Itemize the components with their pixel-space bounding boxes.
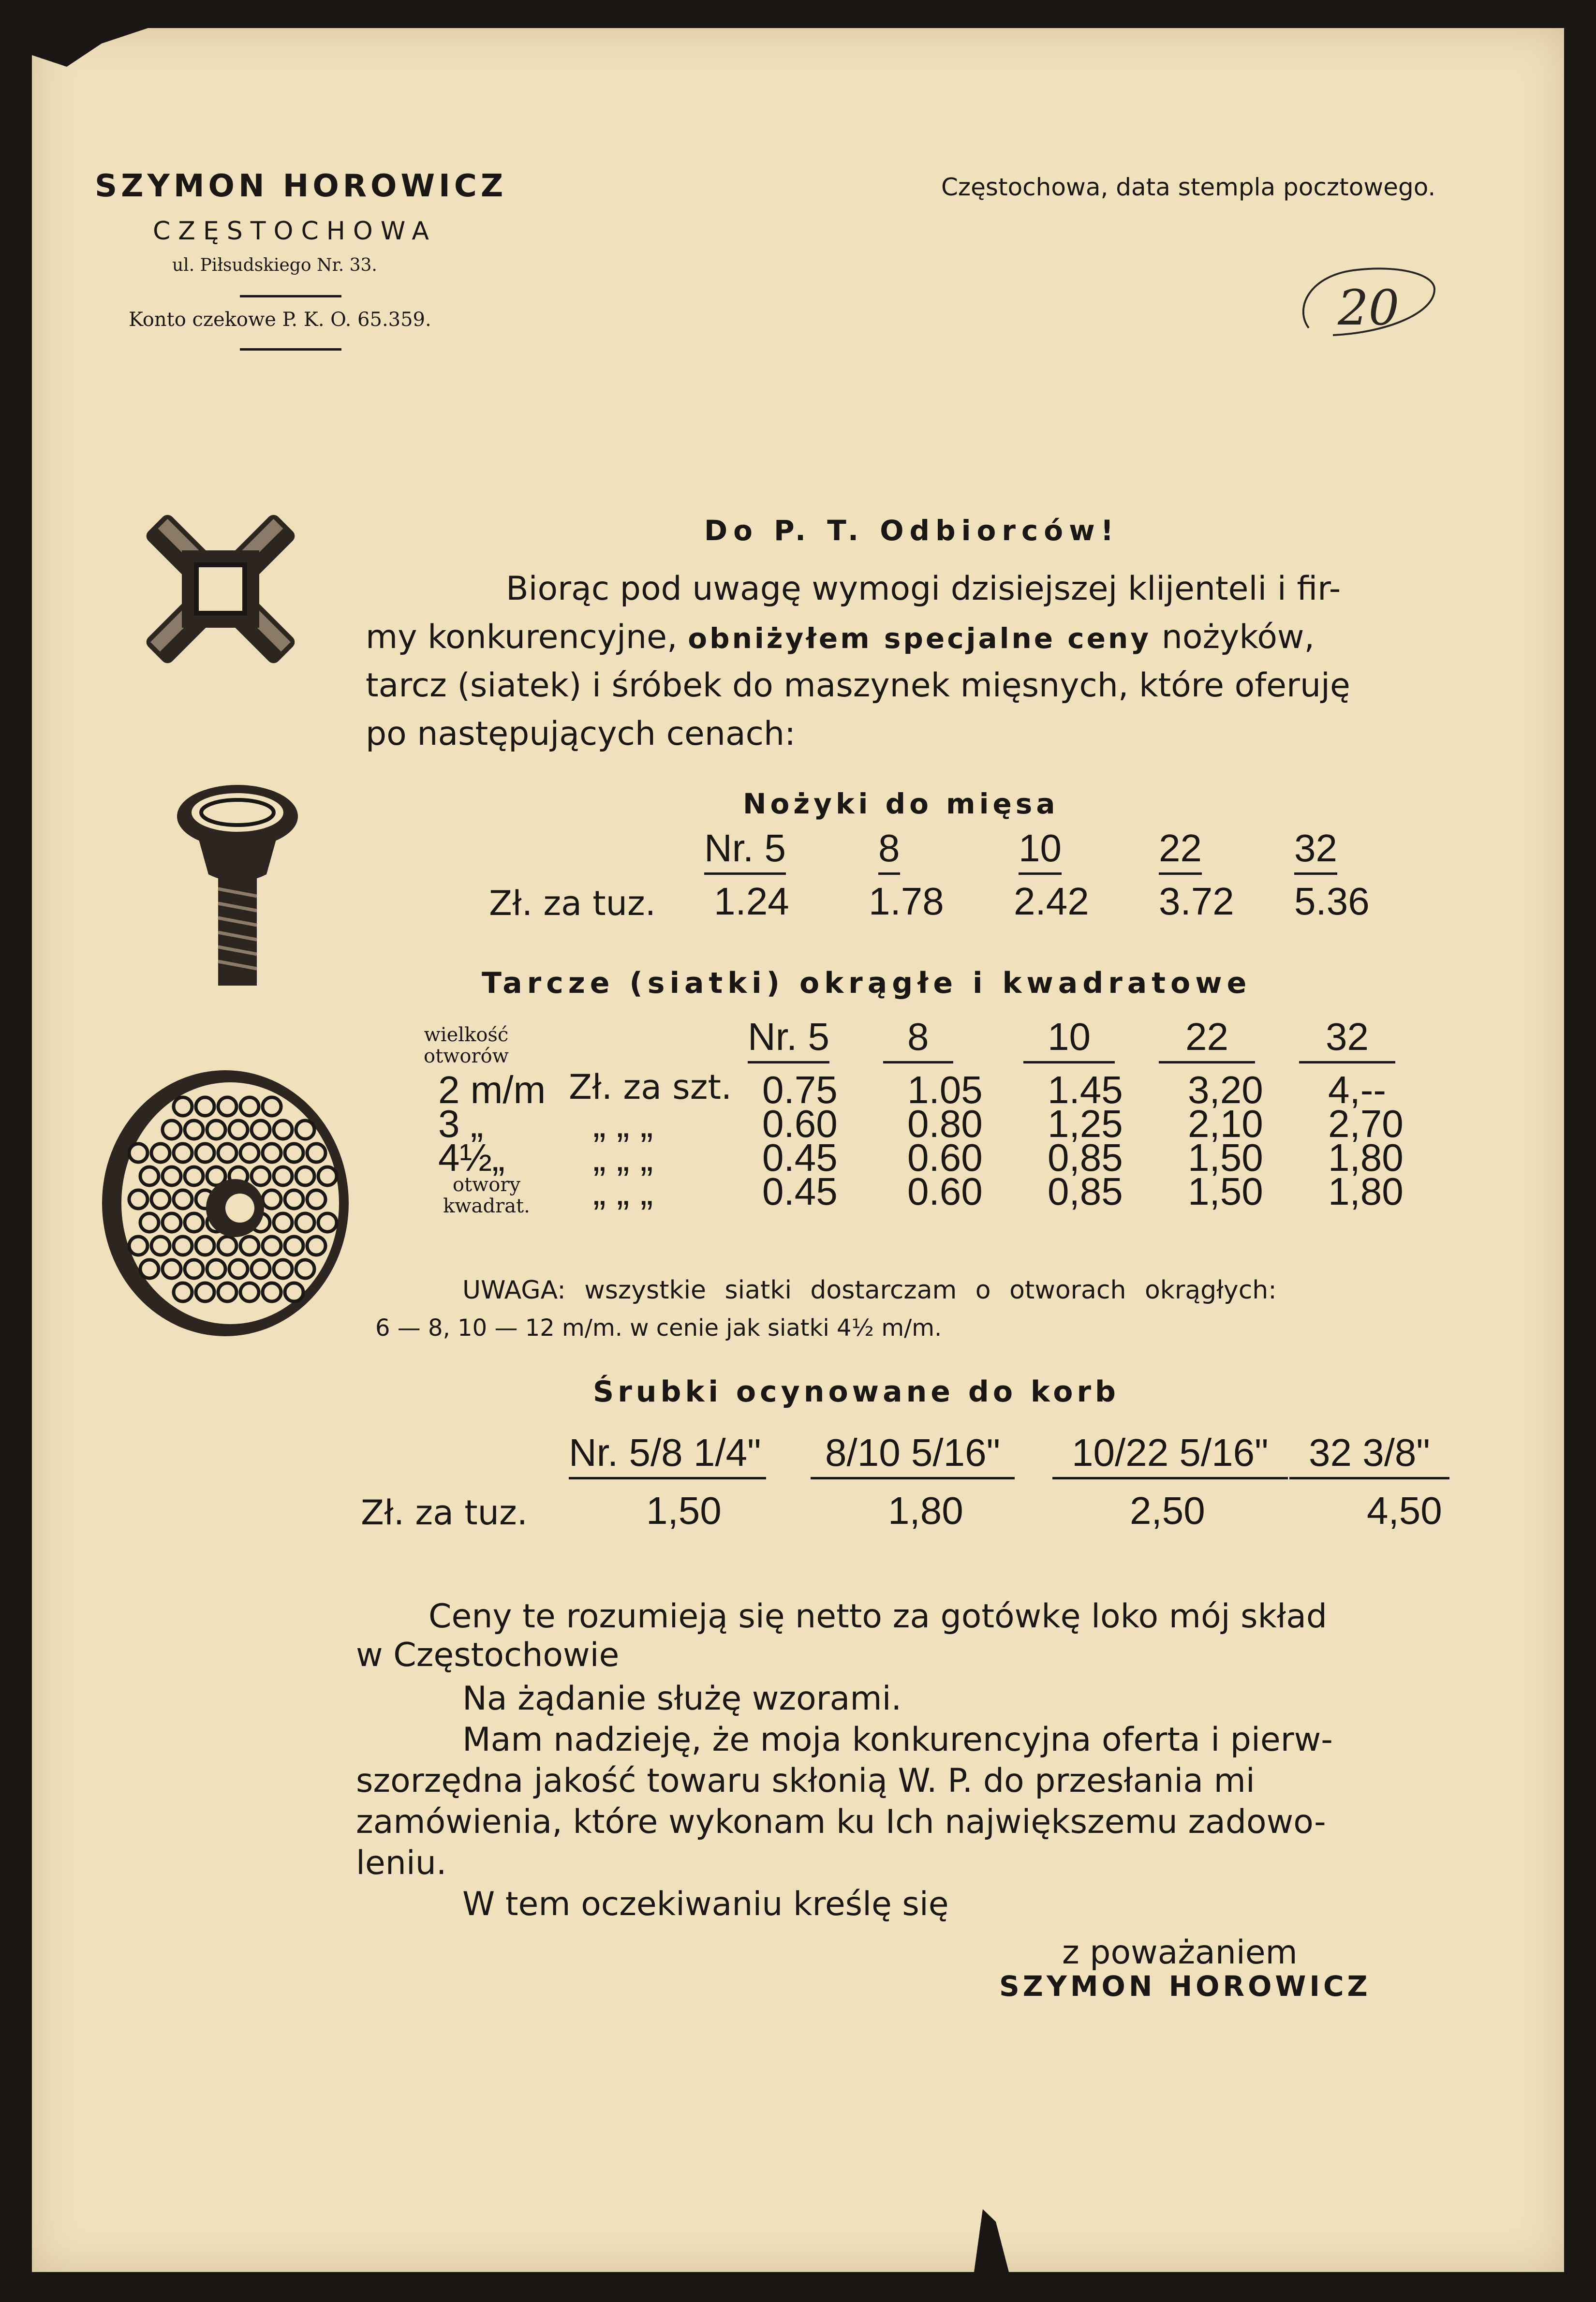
disc-hole — [207, 1260, 225, 1278]
knives-row-label: Zł. za tuz. — [489, 884, 656, 923]
closing-line-8: W tem oczekiwaniu kreślę się — [462, 1885, 949, 1923]
knives-price-4: 3.72 — [1159, 880, 1234, 923]
closing-line-5: szorzędna jakość towaru skłonią W. P. do przesłania mi — [356, 1762, 1255, 1800]
intro-line-3: tarcz (siatek) i śróbek do maszynek mięsnych, które oferuję — [366, 666, 1350, 705]
screws-size-4: 32 3/8" — [1289, 1431, 1449, 1479]
disc-hole — [185, 1121, 203, 1139]
screws-size-1: Nr. 5/8 1/4" — [569, 1431, 766, 1479]
disc-row-3-val-1: 0.45 — [762, 1136, 838, 1179]
screws-title: Śrubki ocynowane do korb — [593, 1375, 1120, 1409]
disc-hole — [318, 1167, 337, 1185]
disc-row-2-val-1: 0.60 — [762, 1102, 838, 1145]
disc-row-3-val-3: 0,85 — [1048, 1136, 1123, 1179]
disc-hole — [263, 1283, 281, 1301]
disc-row-2-val-4: 2,10 — [1188, 1102, 1263, 1145]
screws-row-label: Zł. za tuz. — [361, 1493, 528, 1533]
disc-hole — [196, 1144, 214, 1162]
knives-price-3: 2.42 — [1014, 880, 1089, 923]
company-address: ul. Piłsudskiego Nr. 33. — [172, 255, 377, 275]
emphasis-reduced-prices: obniżyłem specjalne ceny — [688, 622, 1152, 655]
disc-hole — [296, 1260, 314, 1278]
disc-hole — [218, 1097, 236, 1116]
disc-hole — [274, 1121, 292, 1139]
screw-icon — [167, 778, 308, 990]
disc-hole — [151, 1144, 170, 1162]
disc-hole — [307, 1237, 325, 1255]
disc-row-3-val-4: 1,50 — [1188, 1136, 1263, 1179]
knives-size-4: 22 — [1159, 826, 1202, 875]
disc-row-3-val-2: 0.60 — [907, 1136, 983, 1179]
disc-hole — [140, 1167, 159, 1185]
disc-hole — [129, 1190, 148, 1209]
disc-hole — [174, 1190, 192, 1209]
disc-hole — [140, 1213, 159, 1232]
knives-price-2: 1.78 — [869, 880, 944, 923]
disc-row-3-hole: 4½„ — [438, 1136, 505, 1179]
disc-hole — [163, 1121, 181, 1139]
divider — [240, 295, 341, 297]
disc-hole — [240, 1097, 259, 1116]
disc-row-2-hole: 3 „ — [438, 1102, 484, 1145]
closing-line-7: leniu. — [356, 1844, 447, 1882]
bank-account: Konto czekowe P. K. O. 65.359. — [129, 309, 431, 331]
disc-hole — [174, 1144, 192, 1162]
intro-line-1: Biorąc pod uwagę wymogi dzisiejszej klijenteli i fir- — [506, 570, 1341, 608]
screws-size-2: 8/10 5/16" — [811, 1431, 1015, 1479]
disc-hole — [285, 1144, 303, 1162]
knives-size-1: Nr. 5 — [704, 826, 786, 875]
disc-row-4-val-5: 1,80 — [1328, 1170, 1404, 1213]
knives-size-3: 10 — [1019, 826, 1062, 875]
disc-row-4-val-2: 0.60 — [907, 1170, 983, 1213]
disc-hole — [240, 1144, 259, 1162]
disc-hole — [185, 1167, 203, 1185]
disc-hole — [196, 1097, 214, 1116]
closing-line-4: Mam nadzieję, że moja konkurencyjna oferta i pierw- — [462, 1721, 1333, 1759]
screws-price-1: 1,50 — [646, 1489, 722, 1532]
disc-hole — [185, 1260, 203, 1278]
disc-hole — [163, 1260, 181, 1278]
disc-hole — [274, 1167, 292, 1185]
discs-size-4: 22 — [1159, 1015, 1255, 1063]
disc-hole — [296, 1213, 314, 1232]
disc-row-4-val-4: 1,50 — [1188, 1170, 1263, 1213]
handwritten-number: 20 — [1338, 280, 1400, 336]
disc-hole — [229, 1121, 248, 1139]
company-city: CZĘSTOCHOWA — [153, 217, 437, 246]
signature: SZYMON HOROWICZ — [999, 1970, 1371, 2003]
disc-hole — [129, 1144, 148, 1162]
disc-hole — [251, 1121, 270, 1139]
closing-line-3: Na żądanie służę wzorami. — [462, 1680, 902, 1718]
disc-row-4-val-3: 0,85 — [1048, 1170, 1123, 1213]
disc-hole — [240, 1283, 259, 1301]
regards: z poważaniem — [1062, 1933, 1298, 1972]
disc-hole — [240, 1237, 259, 1255]
intro-line-2: my konkurencyjne, obniżyłem specjalne ceny nożyków, — [366, 618, 1315, 656]
disc-hole — [218, 1237, 236, 1255]
screws-price-2: 1,80 — [888, 1489, 963, 1532]
disc-row-4-hole: otwory kwadrat. — [443, 1174, 530, 1217]
disc-hole — [307, 1144, 325, 1162]
knives-size-2: 8 — [878, 826, 900, 875]
disc-hole — [285, 1283, 303, 1301]
intro-line-4: po następujących cenach: — [366, 715, 796, 753]
disc-hole — [263, 1097, 281, 1116]
disc-hole — [174, 1097, 192, 1116]
divider — [240, 348, 341, 351]
screws-price-4: 4,50 — [1367, 1489, 1442, 1532]
disc-hole — [285, 1190, 303, 1209]
closing-line-6: zamówienia, które wykonam ku Ich największemu zadowo- — [356, 1803, 1326, 1841]
hole-size-label: wielkość otworów — [424, 1024, 509, 1067]
torn-bottom — [965, 2209, 1009, 2272]
disc-hole — [151, 1237, 170, 1255]
disc-hole — [207, 1121, 225, 1139]
disc-row-1-val-1: 0.75 — [762, 1068, 838, 1111]
disc-hole — [263, 1144, 281, 1162]
disc-hole — [218, 1144, 236, 1162]
disc-price-label: Zł. za szt. — [569, 1067, 732, 1107]
disc-hole — [318, 1213, 337, 1232]
perforated-disc-icon — [95, 1063, 356, 1343]
disc-hole — [263, 1237, 281, 1255]
disc-row-2-val-2: 0.80 — [907, 1102, 983, 1145]
disc-row-4-val-1: 0.45 — [762, 1170, 838, 1213]
company-name: SZYMON HOROWICZ — [95, 168, 507, 204]
disc-hole — [196, 1283, 214, 1301]
cross-knife-icon — [124, 492, 317, 686]
disc-hole — [163, 1213, 181, 1232]
disc-hole — [274, 1260, 292, 1278]
letter-sheet — [32, 28, 1564, 2272]
disc-hole — [274, 1213, 292, 1232]
closing-line-1: Ceny te rozumieją się netto za gotówkę loko mój skład — [429, 1597, 1328, 1636]
discs-size-3: 10 — [1023, 1015, 1115, 1063]
knives-price-1: 1.24 — [714, 880, 789, 923]
screws-size-3: 10/22 5/16" — [1052, 1431, 1288, 1479]
knives-price-5: 5.36 — [1294, 880, 1370, 923]
disc-hole — [218, 1283, 236, 1301]
screws-price-3: 2,50 — [1130, 1489, 1205, 1532]
closing-line-2: w Częstochowie — [356, 1636, 620, 1674]
disc-hole — [185, 1213, 203, 1232]
knives-title: Nożyki do mięsa — [743, 787, 1059, 820]
disc-row-3-val-5: 1,80 — [1328, 1136, 1404, 1179]
disc-row-1-val-3: 1.45 — [1048, 1068, 1123, 1111]
salutation: Do P. T. Odbiorców! — [704, 514, 1120, 547]
disc-row-2-val-3: 1,25 — [1048, 1102, 1123, 1145]
disc-hole — [174, 1237, 192, 1255]
note-line-2: 6 — 8, 10 — 12 m/m. w cenie jak siatki 4½ m/m. — [375, 1314, 942, 1342]
disc-hole — [263, 1190, 281, 1209]
disc-hole — [140, 1260, 159, 1278]
disc-row-2-ditto: „ „ „ — [593, 1102, 653, 1145]
disc-row-1-val-4: 3,20 — [1188, 1068, 1263, 1111]
disc-hole — [151, 1190, 170, 1209]
torn-corner — [32, 28, 148, 67]
disc-row-2-val-5: 2,70 — [1328, 1102, 1404, 1145]
disc-hole — [251, 1260, 270, 1278]
disc-hole — [229, 1260, 248, 1278]
note-line-1: UWAGA: wszystkie siatki dostarczam o otworach okrągłych: — [462, 1276, 1277, 1305]
disc-hole — [285, 1237, 303, 1255]
disc-hole — [307, 1190, 325, 1209]
disc-row-1-val-5: 4,-- — [1328, 1068, 1386, 1111]
disc-hole — [163, 1167, 181, 1185]
discs-size-1: Nr. 5 — [748, 1015, 829, 1063]
disc-hole — [296, 1121, 314, 1139]
discs-size-2: 8 — [883, 1015, 953, 1063]
disc-row-4-ditto: „ „ „ — [593, 1170, 653, 1213]
knives-size-5: 32 — [1294, 826, 1337, 875]
disc-hole — [251, 1167, 270, 1185]
place-date: Częstochowa, data stempla pocztowego. — [941, 173, 1436, 201]
discs-size-5: 32 — [1299, 1015, 1395, 1063]
disc-row-1-val-2: 1.05 — [907, 1068, 983, 1111]
disc-hole — [129, 1237, 148, 1255]
disc-hole — [174, 1283, 192, 1301]
disc-row-3-ditto: „ „ „ — [593, 1136, 653, 1179]
disc-hole — [196, 1237, 214, 1255]
discs-title: Tarcze (siatki) okrągłe i kwadratowe — [482, 966, 1252, 1000]
disc-hole — [296, 1167, 314, 1185]
disc-row-1-hole: 2 m/m — [438, 1068, 546, 1111]
